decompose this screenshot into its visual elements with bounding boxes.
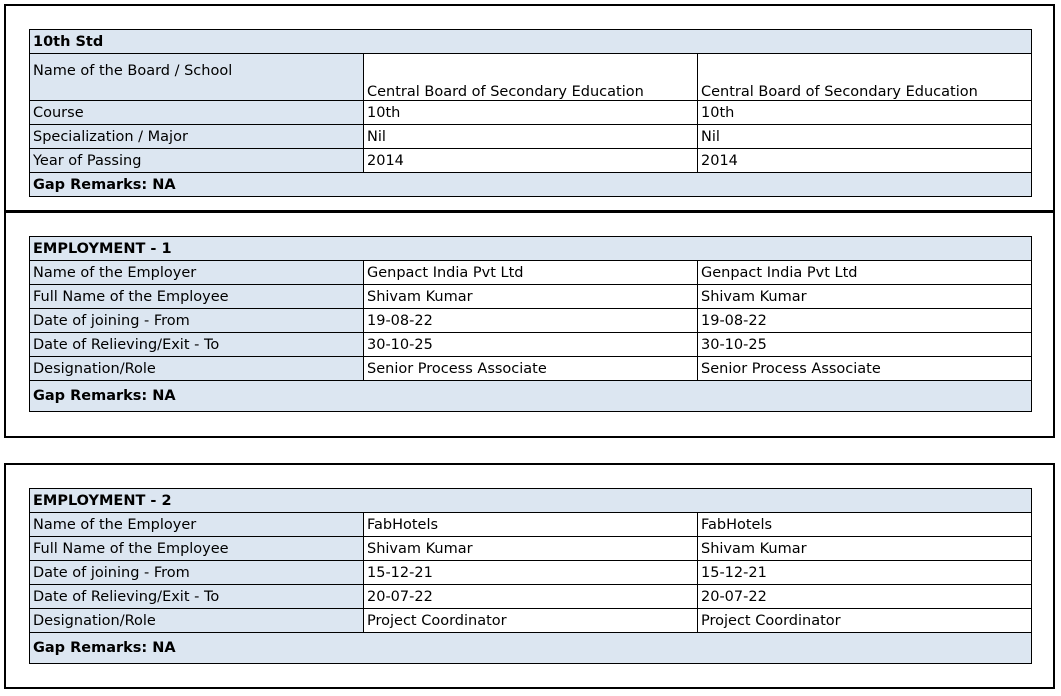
row-value-2: FabHotels [698,513,1032,537]
row-value-2: 15-12-21 [698,561,1032,585]
row-value-2: 19-08-22 [698,309,1032,333]
row-label: Full Name of the Employee [30,285,364,309]
row-value-2: Shivam Kumar [698,285,1032,309]
row-value-1: Central Board of Secondary Education [364,54,698,101]
row-value-1: FabHotels [364,513,698,537]
row-label: Date of joining - From [30,309,364,333]
row-value-1: 19-08-22 [364,309,698,333]
table-row [30,54,1032,101]
row-label: Year of Passing [30,149,364,173]
employment-2-section [4,463,1055,689]
row-label: Full Name of the Employee [30,537,364,561]
row-value-2: 2014 [698,149,1032,173]
row-value-2: Genpact India Pvt Ltd [698,261,1032,285]
table-row [30,125,1032,149]
education-10th-table [29,29,1032,197]
row-value-1: 30-10-25 [364,333,698,357]
table-row [30,537,1032,561]
row-value-2: Nil [698,125,1032,149]
employment-2-table [29,488,1032,664]
row-value-2: 10th [698,101,1032,125]
row-label: Name of the Employer [30,513,364,537]
row-label: Name of the Board / School [30,54,364,101]
row-label: Date of Relieving/Exit - To [30,333,364,357]
row-value-1: 20-07-22 [364,585,698,609]
row-label: Date of Relieving/Exit - To [30,585,364,609]
row-value-1: Nil [364,125,698,149]
row-value-1: Senior Process Associate [364,357,698,381]
row-label: Specialization / Major [30,125,364,149]
section-title: EMPLOYMENT - 1 [30,237,1032,261]
table-row [30,149,1032,173]
row-label: Course [30,101,364,125]
row-value-1: Shivam Kumar [364,285,698,309]
gap-remarks: Gap Remarks: NA [30,633,1032,664]
row-value-2: 20-07-22 [698,585,1032,609]
table-row [30,609,1032,633]
row-value-2: 30-10-25 [698,333,1032,357]
row-value-1: Shivam Kumar [364,537,698,561]
row-label: Name of the Employer [30,261,364,285]
row-value-1: Project Coordinator [364,609,698,633]
table-row [30,309,1032,333]
employment-1-section [4,211,1055,438]
row-value-2: Project Coordinator [698,609,1032,633]
table-row [30,513,1032,537]
row-label: Designation/Role [30,357,364,381]
table-row [30,585,1032,609]
gap-remarks: Gap Remarks: NA [30,381,1032,412]
table-row [30,561,1032,585]
row-label: Date of joining - From [30,561,364,585]
row-value-2: Central Board of Secondary Education [698,54,1032,101]
row-value-2: Senior Process Associate [698,357,1032,381]
section-title: 10th Std [30,30,1032,54]
table-row [30,357,1032,381]
row-value-2: Shivam Kumar [698,537,1032,561]
row-label: Designation/Role [30,609,364,633]
table-row [30,261,1032,285]
employment-1-table [29,236,1032,412]
row-value-1: 2014 [364,149,698,173]
row-value-1: Genpact India Pvt Ltd [364,261,698,285]
row-value-1: 10th [364,101,698,125]
table-row [30,285,1032,309]
education-10th-section [4,4,1055,213]
table-row [30,333,1032,357]
row-value-1: 15-12-21 [364,561,698,585]
section-title: EMPLOYMENT - 2 [30,489,1032,513]
gap-remarks: Gap Remarks: NA [30,173,1032,197]
table-row [30,101,1032,125]
